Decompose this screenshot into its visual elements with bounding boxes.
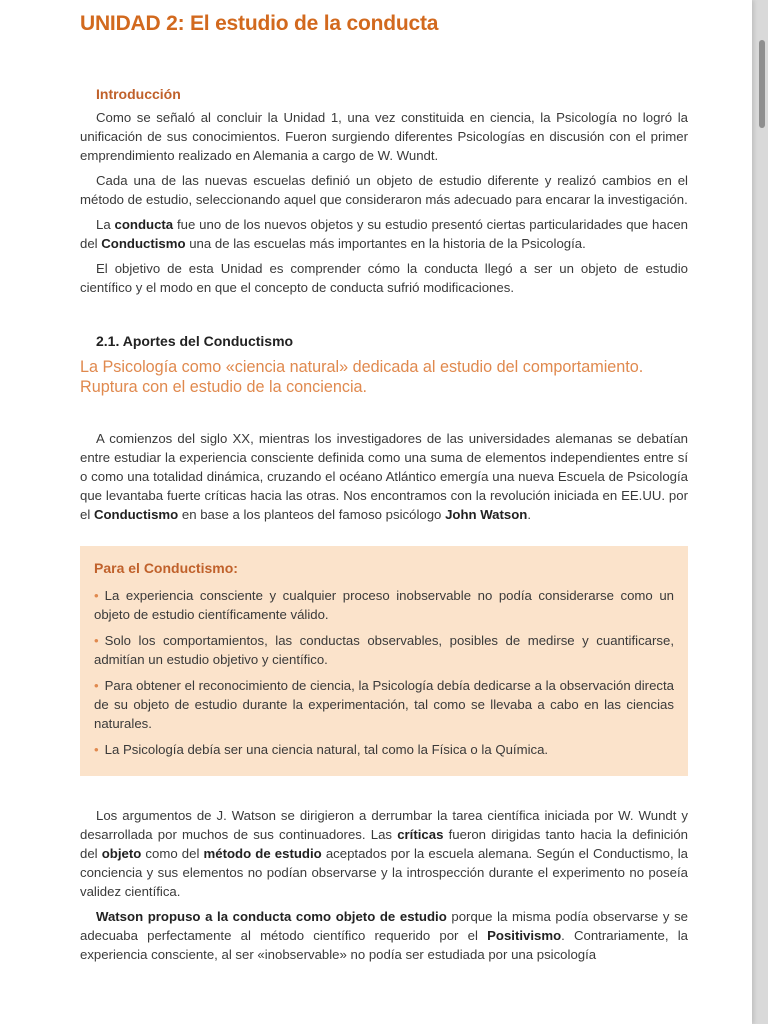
document-content xyxy=(80,10,688,970)
bullet-icon: • xyxy=(94,588,99,603)
intro-paragraph-1: Como se señaló al concluir la Unidad 1, una vez constituida en ciencia, la Psicología no logró la unificación de sus conocimientos. Fueron surgiendo diferentes Psicologías en discusión con el primer emprendimiento realizado en Alemania a cargo de W. Wundt. xyxy=(80,110,688,163)
section-heading: 2.1. Aportes del Conductismo xyxy=(96,333,294,349)
section-paragraph-1: A comienzos del siglo XX, mientras los investigadores de las universidades alemanas se debatían entre estudiar la experiencia consciente definida como una suma de elementos independientes entre sí o como una totalidad dinámica, cruzando el océano Atlántico emergía una nueva Escuela de Psicología que levantaba fuerte críticas hacia las otras. Nos encontramos con la revolución iniciada en EE.UU. por el Conductismo en base a los planteos del famoso psicólogo John Watson. xyxy=(80,431,688,522)
callout-list xyxy=(94,586,674,759)
section-subtitle: La Psicología como «ciencia natural» dedicada al estudio del comportamiento. Ruptura con el estudio de la conciencia. xyxy=(80,358,644,396)
list-item: • Solo los comportamientos, las conductas observables, posibles de medirse y cuantificarse, admitían un estudio objetivo y científico. xyxy=(94,633,674,667)
callout-box xyxy=(80,546,688,776)
unit-title: UNIDAD 2: El estudio de la conducta xyxy=(80,12,439,35)
list-item: • Para obtener el reconocimiento de ciencia, la Psicología debía dedicarse a la observación directa de su objeto de estudio durante la experimentación, tal como se llevaba a cabo en las ciencias naturales. xyxy=(94,678,674,731)
bullet-icon: • xyxy=(94,678,99,693)
term-conducta: conducta xyxy=(114,217,174,232)
after-paragraph-1: Los argumentos de J. Watson se dirigieron a derrumbar la tarea científica iniciada por W. Wundt y desarrollada por muchos de sus continuadores. Las críticas fueron dirigidas tanto hacia la definición del objeto como del método de estudio aceptados por la escuela alemana. Según el Conductismo, la conciencia y sus elementos no podían observarse y la introspección durante el experimento no poseía validez científica. xyxy=(80,808,688,899)
intro-paragraph-3: La conducta fue uno de los nuevos objetos y su estudio presentó ciertas particularidades que hacen del Conductismo una de las escuelas más importantes en la historia de la Psicología. xyxy=(80,217,688,251)
list-item: • La experiencia consciente y cualquier proceso inobservable no podía considerarse como un objeto de estudio científicamente válido. xyxy=(94,588,674,622)
intro-heading: Introducción xyxy=(96,86,181,102)
scrollbar-thumb[interactable] xyxy=(759,40,765,128)
intro-paragraph-2: Cada una de las nuevas escuelas definió un objeto de estudio diferente y realizó cambios en el método de estudio, seleccionando aquel que consideraron más adecuado para encarar la investigación. xyxy=(80,173,688,207)
term-conductismo: Conductismo xyxy=(101,236,186,251)
intro-paragraph-4: El objetivo de esta Unidad es comprender cómo la conducta llegó a ser un objeto de estudio científico y el modo en que el concepto de conducta sufrió modificaciones. xyxy=(80,261,688,295)
list-item: • La Psicología debía ser una ciencia natural, tal como la Física o la Química. xyxy=(94,742,549,757)
after-paragraph-2: Watson propuso a la conducta como objeto de estudio porque la misma podía observarse y se adecuaba perfectamente al método científico requerido por el Positivismo. Contrariamente, la experiencia consciente, al ser «inobservable» no podía ser estudiada por una psicología xyxy=(80,909,689,962)
bullet-icon: • xyxy=(94,633,99,648)
callout-title: Para el Conductismo: xyxy=(94,560,238,576)
bullet-icon: • xyxy=(94,742,99,757)
